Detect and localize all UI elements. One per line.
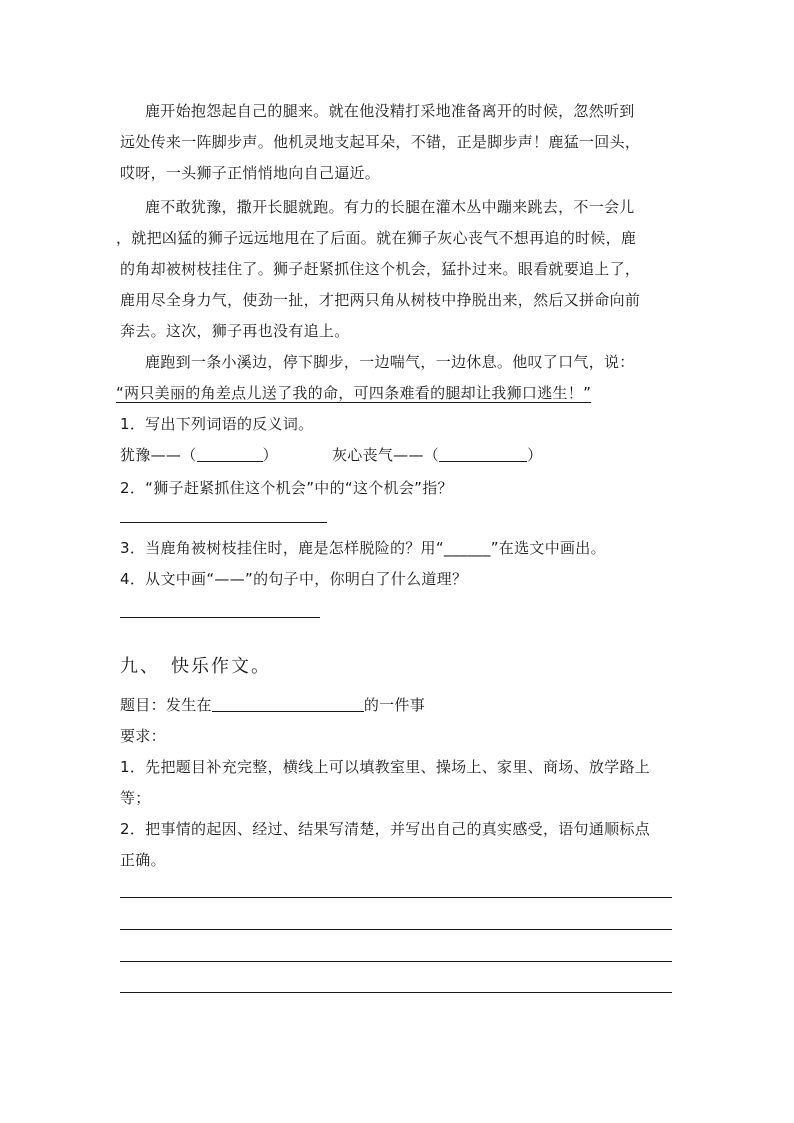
requirement-1-line2: 等； — [120, 789, 151, 807]
passage-p1-line1: 鹿开始抱怨起自己的腿来。就在他没精打采地准备离开的时候，忽然听到 — [145, 102, 635, 120]
passage-p2-line3: 的角却被树枝挂住了。狮子赶紧抓住这个机会，猛扑过来。眼看就要追上了， — [120, 260, 641, 278]
question-2: 2．“狮子赶紧抓住这个机会”中的“这个机会”指？ — [120, 479, 453, 497]
section-heading: 九、 快乐作文。 — [120, 656, 271, 677]
antonym-word-2: 灰心丧气——（ — [331, 446, 440, 464]
answer-line-q2[interactable] — [120, 522, 327, 523]
essay-title: 题目：发生在 的一件事 — [120, 696, 426, 714]
answer-blank-2[interactable] — [439, 445, 527, 462]
writing-line-3[interactable] — [120, 961, 672, 962]
requirements-label: 要求： — [120, 727, 166, 745]
answer-blank-1[interactable] — [197, 445, 263, 462]
underline-mark: ______ — [443, 539, 491, 557]
answer-line-q4[interactable] — [120, 617, 320, 618]
question-1: 1．写出下列词语的反义词。 — [120, 415, 314, 433]
question-1-answers: 犹豫——（ ） 灰心丧气——（ ） — [120, 446, 543, 464]
passage-p3-line1: 鹿跑到一条小溪边，停下脚步，一边喘气，一边休息。他叹了口气，说： — [145, 353, 635, 371]
antonym-word-1: 犹豫——（ — [120, 446, 197, 464]
question-4: 4．从文中画“——”的句子中，你明白了什么道理？ — [120, 570, 468, 588]
passage-p2-line2: ，就把凶猛的狮子远远地甩在了后面。就在狮子灰心丧气不想再追的时候，鹿 — [116, 229, 637, 247]
passage-p1-line3: 哎呀，一头狮子正悄悄地向自己逼近。 — [120, 164, 381, 182]
title-blank[interactable] — [212, 695, 364, 712]
question-3: 3．当鹿角被树枝挂住时，鹿是怎样脱险的？用“______”在选文中画出。 — [120, 539, 606, 557]
passage-p2-line1: 鹿不敢犹豫，撒开长腿就跑。有力的长腿在灌木丛中蹦来跳去，不一会儿 — [145, 198, 635, 216]
underlined-sentence: “两只美丽的角差点儿送了我的命，可四条难看的腿却让我狮口逃生！” — [116, 384, 592, 402]
writing-line-4[interactable] — [120, 992, 672, 993]
passage-p2-line4: 鹿用尽全身力气，使劲一扯，才把两只角从树枝中挣脱出来，然后又拼命向前 — [120, 291, 641, 309]
passage-p2-line5: 奔去。这次，狮子再也没有追上。 — [120, 322, 350, 340]
passage-p1-line2: 远处传来一阵脚步声。他机灵地支起耳朵，不错，正是脚步声！鹿猛一回头， — [120, 133, 641, 151]
requirement-1-line1: 1．先把题目补充完整，横线上可以填教室里、操场上、家里、商场、放学路上 — [120, 758, 651, 776]
writing-line-2[interactable] — [120, 929, 672, 930]
requirement-2-line2: 正确。 — [120, 851, 166, 869]
writing-line-1[interactable] — [120, 897, 672, 898]
requirement-2-line1: 2．把事情的起因、经过、结果写清楚，并写出自己的真实感受，语句通顺标点 — [120, 820, 651, 838]
